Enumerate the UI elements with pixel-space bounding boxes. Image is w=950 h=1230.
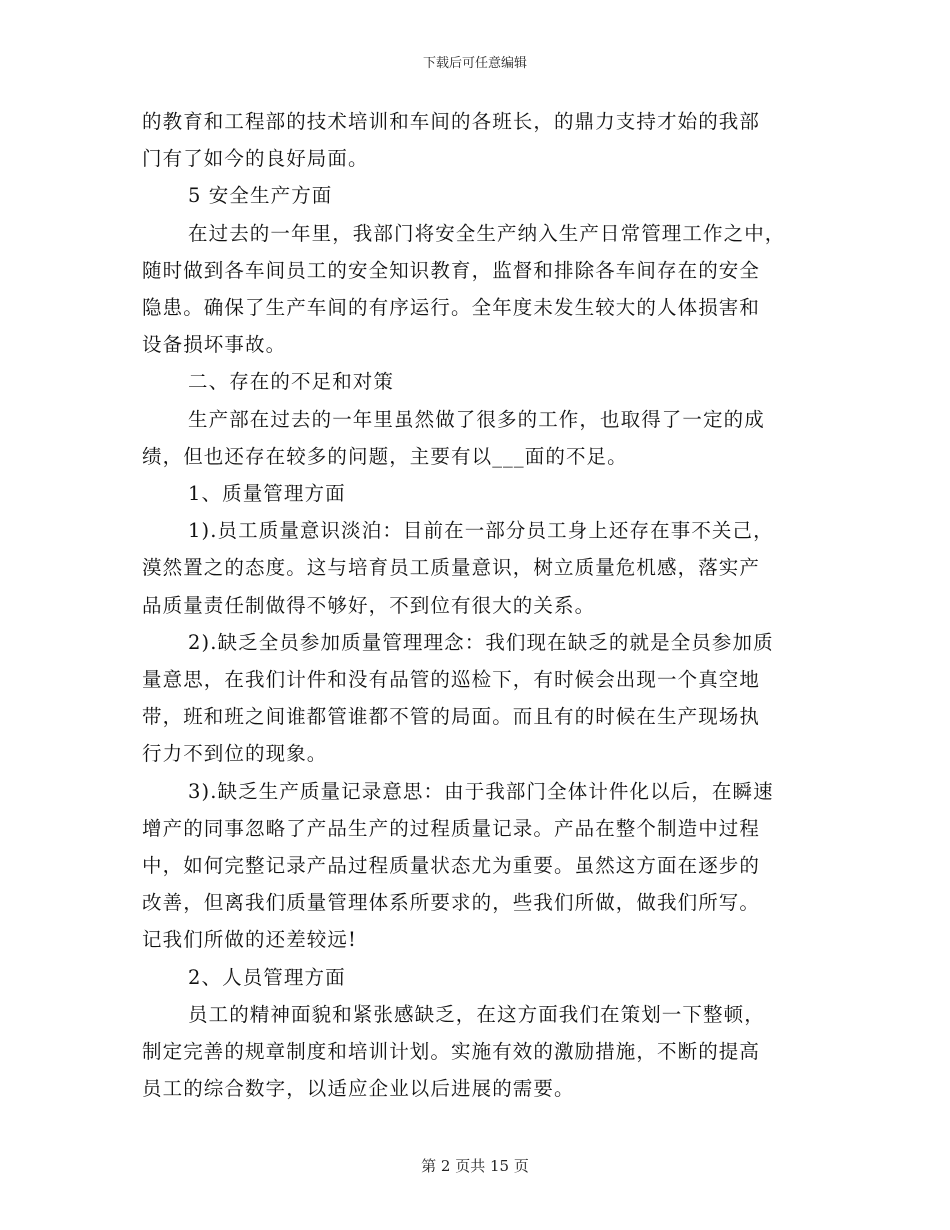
text-line: 1).员工质量意识淡泊：目前在一部分员工身上还存在事不关己，: [188, 519, 774, 543]
text-line: 隐患。确保了生产车间的有序运行。全年度未发生较大的人体损害和: [142, 296, 761, 320]
section-heading: 1、质量管理方面: [188, 482, 346, 506]
page-header: 下载后可任意编辑: [422, 56, 527, 71]
text-line: 行力不到位的现象。: [142, 742, 328, 766]
section-heading: 2、人员管理方面: [188, 965, 346, 989]
document-body: [142, 103, 812, 1107]
text-line: 随时做到各车间员工的安全知识教育，监督和排除各车间存在的安全: [142, 258, 761, 282]
text-line: 漠然置之的态度。这与培育员工质量意识，树立质量危机感，落实产: [142, 556, 761, 580]
text-line: 带，班和班之间谁都管谁都不管的局面。而且有的时候在生产现场执: [142, 705, 761, 729]
text-line: 生产部在过去的一年里虽然做了很多的工作，也取得了一定的成: [188, 407, 765, 431]
text-line: 绩，但也还存在较多的问题，主要有以___面的不足。: [142, 444, 628, 468]
text-line: 改善，但离我们质量管理体系所要求的，些我们所做，做我们所写。: [142, 891, 761, 915]
text-line: 的教育和工程部的技术培训和车间的各班长，的鼎力支持才始的我部: [142, 110, 761, 133]
text-line: 2).缺乏全员参加质量管理理念：我们现在缺乏的就是全员参加质: [188, 630, 774, 654]
text-line: 品质量责任制做得不够好，不到位有很大的关系。: [142, 593, 596, 617]
text-line: 门有了如今的良好局面。: [142, 147, 369, 171]
section-heading: 5 安全生产方面: [188, 184, 333, 208]
page-footer: 第 2 页共 15 页: [421, 1157, 529, 1175]
text-line: 在过去的一年里，我部门将安全生产纳入生产日常管理工作之中，: [188, 221, 786, 245]
text-line: 员工的综合数字，以适应企业以后进展的需要。: [142, 1077, 575, 1101]
text-line: 量意思，在我们计件和没有品管的巡检下，有时候会出现一个真空地: [142, 668, 761, 692]
section-heading: 二、存在的不足和对策: [188, 370, 395, 394]
text-line: 中，如何完整记录产品过程质量状态尤为重要。虽然这方面在逐步的: [142, 854, 761, 878]
text-line: 员工的精神面貌和紧张感缺乏，在这方面我们在策划一下整顿，: [188, 1002, 765, 1026]
text-line: 制定完善的规章制度和培训计划。实施有效的激励措施，不断的提高: [142, 1040, 761, 1064]
text-line: 3).缺乏生产质量记录意思：由于我部门全体计件化以后，在瞬速: [188, 779, 774, 803]
text-line: 增产的同事忽略了产品生产的过程质量记录。产品在整个制造中过程: [142, 816, 761, 840]
text-line: 记我们所做的还差较远!: [142, 928, 357, 952]
text-line: 设备损坏事故。: [142, 333, 287, 357]
